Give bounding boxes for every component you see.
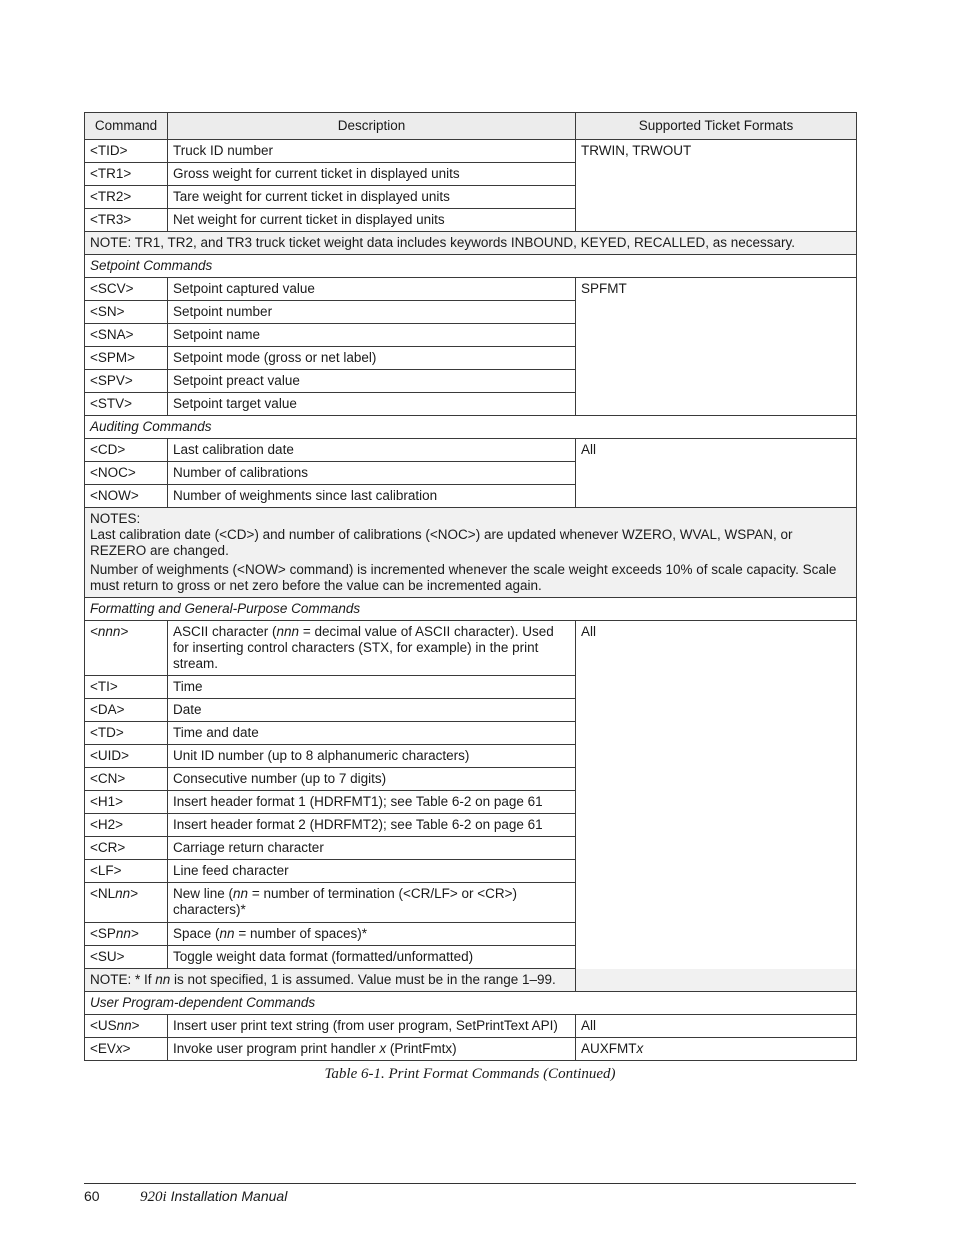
table-row	[85, 140, 857, 163]
command-cell: <LF>	[85, 860, 168, 883]
description-cell: Tare weight for current ticket in displayed units	[168, 186, 576, 209]
note-text: NOTE: * If	[90, 972, 156, 987]
section-row	[85, 255, 857, 278]
table-caption: Table 6-1. Print Format Commands (Continued)	[324, 1066, 616, 1082]
command-cell: <UID>	[85, 745, 168, 768]
command-cell	[85, 1038, 168, 1061]
product-name: 920i	[140, 1189, 167, 1205]
description-cell: Net weight for current ticket in displayed units	[168, 209, 576, 232]
formats-cell: All	[576, 1015, 857, 1038]
command-text: >	[130, 926, 139, 941]
command-text: <SP	[90, 926, 116, 941]
formats-cell: SPFMT	[576, 278, 857, 416]
print-format-commands-table	[84, 112, 857, 1061]
desc-text: (PrintFmtx)	[386, 1041, 457, 1056]
formats-variable: x	[636, 1041, 644, 1056]
description-cell: Last calibration date	[168, 439, 576, 462]
manual-title: Installation Manual	[170, 1188, 288, 1204]
description-cell: Gross weight for current ticket in displayed units	[168, 163, 576, 186]
command-text: >	[122, 1041, 131, 1056]
page-number: 60	[84, 1188, 100, 1204]
section-row	[85, 598, 857, 621]
command-cell: <TR2>	[85, 186, 168, 209]
description-cell: Insert header format 2 (HDRFMT2); see Table 6-2 on page 61	[168, 814, 576, 837]
command-text: >	[130, 886, 139, 901]
desc-text: = number of spaces)*	[234, 926, 368, 941]
description-cell	[168, 621, 576, 676]
section-title-auditing: Auditing Commands	[85, 416, 857, 439]
formats-cell: TRWIN, TRWOUT	[576, 140, 857, 232]
description-cell: Line feed character	[168, 860, 576, 883]
command-text: <NL	[90, 886, 116, 901]
command-cell: <CD>	[85, 439, 168, 462]
command-cell: <H2>	[85, 814, 168, 837]
header-description: Description	[168, 113, 576, 140]
command-cell: <NOC>	[85, 462, 168, 485]
description-cell: Time	[168, 676, 576, 699]
formats-cell	[576, 1038, 857, 1061]
desc-text: = decimal value of ASCII character). Used for inserting control characters (STX, for example) in the print stream.	[173, 624, 554, 671]
table-row	[85, 621, 857, 676]
notes-row	[85, 508, 857, 598]
command-variable: nn	[115, 886, 131, 901]
command-cell: <TID>	[85, 140, 168, 163]
description-cell	[168, 1038, 576, 1061]
command-cell: <TR3>	[85, 209, 168, 232]
command-cell: <TR1>	[85, 163, 168, 186]
description-cell: Insert header format 1 (HDRFMT1); see Table 6-2 on page 61	[168, 791, 576, 814]
command-cell: <SPV>	[85, 370, 168, 393]
command-text: <US	[90, 1018, 117, 1033]
command-cell: <CR>	[85, 837, 168, 860]
description-cell: Toggle weight data format (formatted/unformatted)	[168, 946, 576, 969]
command-cell: <CN>	[85, 768, 168, 791]
note-paragraph: Last calibration date (<CD>) and number of calibrations (<NOC>) are updated whenever WZERO, WVAL, WSPAN, or REZERO are changed.	[90, 527, 793, 558]
notes-title: NOTES:	[90, 511, 141, 526]
section-title-formatting: Formatting and General-Purpose Commands	[85, 598, 857, 621]
command-cell: <SN>	[85, 301, 168, 324]
command-cell: <STV>	[85, 393, 168, 416]
command-cell: <NOW>	[85, 485, 168, 508]
command-cell: <TD>	[85, 722, 168, 745]
table-row	[85, 1038, 857, 1061]
desc-text: Space (	[173, 926, 220, 941]
note-text: is not specified, 1 is assumed. Value must be in the range 1–99.	[170, 972, 556, 987]
section-title-user: User Program-dependent Commands	[85, 992, 857, 1015]
section-row	[85, 992, 857, 1015]
command-cell: <H1>	[85, 791, 168, 814]
command-cell	[85, 1015, 168, 1038]
formats-text: AUXFMT	[581, 1041, 637, 1056]
note-variable: nn	[155, 972, 171, 987]
table-row	[85, 278, 857, 301]
page-footer	[84, 1188, 287, 1206]
desc-text: ASCII character (	[173, 624, 277, 639]
command-text: >	[131, 1018, 140, 1033]
description-cell: Carriage return character	[168, 837, 576, 860]
footer-divider	[84, 1183, 856, 1184]
description-cell: Date	[168, 699, 576, 722]
auditing-notes	[85, 508, 857, 598]
formats-cell: All	[576, 439, 857, 508]
table-row	[85, 439, 857, 462]
description-cell: Setpoint target value	[168, 393, 576, 416]
section-row	[85, 416, 857, 439]
note-row	[85, 969, 857, 992]
description-cell: Time and date	[168, 722, 576, 745]
description-cell	[168, 883, 576, 923]
description-cell: Truck ID number	[168, 140, 576, 163]
table-row	[85, 1015, 857, 1038]
note-row	[85, 232, 857, 255]
description-cell: Setpoint preact value	[168, 370, 576, 393]
command-cell: <SCV>	[85, 278, 168, 301]
command-cell	[85, 883, 168, 923]
description-cell: Insert user print text string (from user program, SetPrintText API)	[168, 1015, 576, 1038]
formats-cell: All	[576, 621, 857, 992]
truck-note: NOTE: TR1, TR2, and TR3 truck ticket weight data includes keywords INBOUND, KEYED, RECALLED, as necessary.	[85, 232, 857, 255]
desc-variable: nnn	[276, 624, 300, 639]
command-text: <nnn>	[90, 624, 129, 639]
desc-text: = number of termination (<CR/LF> or <CR>) characters)*	[173, 886, 518, 917]
description-cell: Setpoint mode (gross or net label)	[168, 347, 576, 370]
description-cell: Consecutive number (up to 7 digits)	[168, 768, 576, 791]
description-cell	[168, 923, 576, 946]
command-cell	[85, 923, 168, 946]
command-cell: <SU>	[85, 946, 168, 969]
header-command: Command	[85, 113, 168, 140]
command-variable: x	[115, 1041, 123, 1056]
command-text: <EV	[90, 1041, 116, 1056]
command-cell	[85, 621, 168, 676]
description-cell: Setpoint captured value	[168, 278, 576, 301]
command-cell: <SNA>	[85, 324, 168, 347]
formatting-note	[85, 969, 857, 992]
desc-variable: nn	[219, 926, 235, 941]
description-cell: Unit ID number (up to 8 alphanumeric characters)	[168, 745, 576, 768]
header-formats: Supported Ticket Formats	[576, 113, 857, 140]
note-paragraph: Number of weighments (<NOW> command) is incremented whenever the scale weight exceeds 10% of scale capacity. Scale must return to gross or net zero before the value can be incremented again.	[90, 562, 837, 593]
command-cell: <DA>	[85, 699, 168, 722]
command-variable: nn	[116, 1018, 132, 1033]
section-title-setpoint: Setpoint Commands	[85, 255, 857, 278]
desc-variable: x	[379, 1041, 387, 1056]
desc-variable: nn	[233, 886, 249, 901]
desc-text: Invoke user program print handler	[173, 1041, 380, 1056]
command-cell: <SPM>	[85, 347, 168, 370]
command-cell: <TI>	[85, 676, 168, 699]
desc-text: New line (	[173, 886, 234, 901]
description-cell: Setpoint number	[168, 301, 576, 324]
header-row	[85, 113, 857, 140]
description-cell: Number of weighments since last calibration	[168, 485, 576, 508]
description-cell: Number of calibrations	[168, 462, 576, 485]
command-variable: nn	[115, 926, 131, 941]
description-cell: Setpoint name	[168, 324, 576, 347]
